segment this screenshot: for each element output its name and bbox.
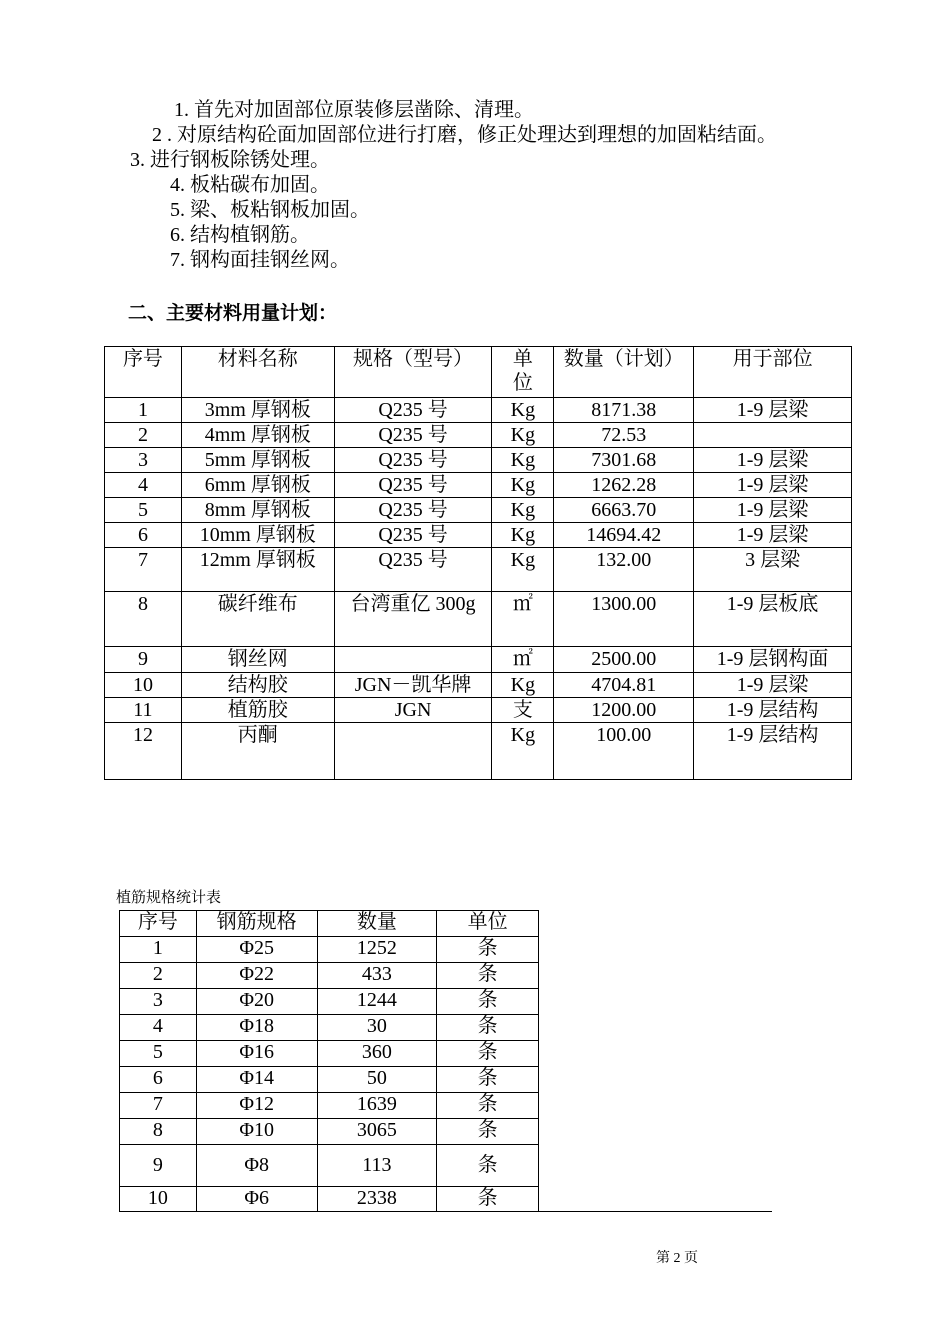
cell: 5 — [120, 1041, 197, 1067]
cell: Φ22 — [196, 963, 317, 989]
cell: 1639 — [317, 1093, 437, 1119]
cell: 钢丝网 — [181, 647, 334, 673]
step-4: 4. 板粘碳布加固。 — [170, 174, 330, 196]
cell: 1252 — [317, 937, 437, 963]
header-cell: 钢筋规格 — [196, 911, 317, 937]
cell: Φ8 — [196, 1145, 317, 1187]
cell: Kg — [492, 673, 554, 698]
cell: 条 — [437, 937, 539, 963]
cell: 1-9 层梁 — [694, 448, 852, 473]
cell: Φ10 — [196, 1119, 317, 1145]
cell: Kg — [492, 548, 554, 592]
cell: 台湾重亿 300g — [334, 592, 492, 647]
cell: 碳纤维布 — [181, 592, 334, 647]
step-2: 2 . 对原结构砼面加固部位进行打磨，修正处理达到理想的加固粘结面。 — [152, 124, 777, 146]
cell: 2 — [120, 963, 197, 989]
cell: 132.00 — [554, 548, 694, 592]
step-5: 5. 梁、板粘钢板加固。 — [170, 199, 370, 221]
cell: Φ16 — [196, 1041, 317, 1067]
table-row — [105, 448, 852, 473]
cell: 1-9 层板底 — [694, 592, 852, 647]
table-row — [120, 1187, 539, 1212]
cell: 1-9 层梁 — [694, 673, 852, 698]
cell: 4704.81 — [554, 673, 694, 698]
cell: Φ14 — [196, 1067, 317, 1093]
cell: 条 — [437, 1067, 539, 1093]
cell: 1-9 层钢构面 — [694, 647, 852, 673]
cell: 8171.38 — [554, 398, 694, 423]
cell: ㎡ — [492, 592, 554, 647]
cell: 3 — [120, 989, 197, 1015]
cell: 1-9 层梁 — [694, 498, 852, 523]
cell: 7301.68 — [554, 448, 694, 473]
cell: JGN－凯华牌 — [334, 673, 492, 698]
cell: 2338 — [317, 1187, 437, 1212]
cell: ㎡ — [492, 647, 554, 673]
table-row — [105, 723, 852, 780]
cell: 1-9 层梁 — [694, 398, 852, 423]
cell: 6mm 厚钢板 — [181, 473, 334, 498]
cell: 100.00 — [554, 723, 694, 780]
cell: 7 — [120, 1093, 197, 1119]
cell: Q235 号 — [334, 448, 492, 473]
bottom-rule — [119, 1211, 772, 1212]
cell: 1200.00 — [554, 698, 694, 723]
cell: 条 — [437, 963, 539, 989]
cell: 条 — [437, 1041, 539, 1067]
step-6: 6. 结构植钢筋。 — [170, 224, 310, 246]
header-cell: 数量（计划） — [554, 347, 694, 398]
cell: Q235 号 — [334, 498, 492, 523]
table-row — [105, 548, 852, 592]
cell: 10 — [120, 1187, 197, 1212]
cell: 1244 — [317, 989, 437, 1015]
cell: Φ12 — [196, 1093, 317, 1119]
cell: 1 — [120, 937, 197, 963]
cell: 8 — [105, 592, 182, 647]
step-3: 3. 进行钢板除锈处理。 — [130, 149, 330, 171]
cell: 丙酮 — [181, 723, 334, 780]
cell: Q235 号 — [334, 548, 492, 592]
cell: 支 — [492, 698, 554, 723]
table-row — [105, 592, 852, 647]
cell: 9 — [120, 1145, 197, 1187]
cell: Kg — [492, 398, 554, 423]
cell: 条 — [437, 989, 539, 1015]
cell: Kg — [492, 498, 554, 523]
header-cell: 数量 — [317, 911, 437, 937]
cell: 3065 — [317, 1119, 437, 1145]
cell: Φ20 — [196, 989, 317, 1015]
cell: 5 — [105, 498, 182, 523]
materials-table — [104, 346, 852, 780]
rebar-table — [119, 910, 539, 1212]
table-row — [120, 1041, 539, 1067]
table-row — [105, 523, 852, 548]
cell: 8mm 厚钢板 — [181, 498, 334, 523]
step-1: 1. 首先对加固部位原装修层凿除、清理。 — [174, 99, 534, 121]
cell: JGN — [334, 698, 492, 723]
cell: Kg — [492, 723, 554, 780]
cell: 2500.00 — [554, 647, 694, 673]
cell: 1-9 层结构 — [694, 723, 852, 780]
table-row — [120, 963, 539, 989]
cell: 50 — [317, 1067, 437, 1093]
cell: 5mm 厚钢板 — [181, 448, 334, 473]
cell: Φ18 — [196, 1015, 317, 1041]
table-header-row — [120, 911, 539, 937]
cell: 1262.28 — [554, 473, 694, 498]
cell: 14694.42 — [554, 523, 694, 548]
section-title: 二、主要材料用量计划： — [128, 302, 338, 324]
cell: 1-9 层梁 — [694, 473, 852, 498]
header-unit-line: 位 — [512, 372, 533, 394]
table-row — [105, 647, 852, 673]
cell: 10mm 厚钢板 — [181, 523, 334, 548]
cell: Φ6 — [196, 1187, 317, 1212]
table-row — [105, 423, 852, 448]
table-header-row — [105, 347, 852, 398]
table-row — [105, 498, 852, 523]
cell: Q235 号 — [334, 523, 492, 548]
header-cell: 用于部位 — [694, 347, 852, 398]
cell: 7 — [105, 548, 182, 592]
cell: 2 — [105, 423, 182, 448]
cell: 3 层梁 — [694, 548, 852, 592]
cell: 360 — [317, 1041, 437, 1067]
cell: 433 — [317, 963, 437, 989]
cell — [334, 647, 492, 673]
cell: 1-9 层梁 — [694, 523, 852, 548]
cell: Q235 号 — [334, 398, 492, 423]
page-number: 第 2 页 — [656, 1251, 698, 1266]
table-row — [120, 1015, 539, 1041]
cell: 1300.00 — [554, 592, 694, 647]
cell: 条 — [437, 1093, 539, 1119]
cell: 11 — [105, 698, 182, 723]
cell — [334, 723, 492, 780]
cell: Kg — [492, 473, 554, 498]
cell: 条 — [437, 1015, 539, 1041]
cell: Kg — [492, 523, 554, 548]
cell: 4 — [120, 1015, 197, 1041]
header-cell: 规格（型号） — [334, 347, 492, 398]
cell: Q235 号 — [334, 473, 492, 498]
cell: 9 — [105, 647, 182, 673]
cell: 12 — [105, 723, 182, 780]
table-row — [105, 673, 852, 698]
cell: 6 — [120, 1067, 197, 1093]
cell: 4 — [105, 473, 182, 498]
cell: 1 — [105, 398, 182, 423]
cell: 3 — [105, 448, 182, 473]
table-row — [105, 398, 852, 423]
cell: 1-9 层结构 — [694, 698, 852, 723]
table-row — [120, 1067, 539, 1093]
cell: 8 — [120, 1119, 197, 1145]
cell: 6663.70 — [554, 498, 694, 523]
cell: 12mm 厚钢板 — [181, 548, 334, 592]
cell: 6 — [105, 523, 182, 548]
header-cell: 材料名称 — [181, 347, 334, 398]
cell: Q235 号 — [334, 423, 492, 448]
cell: 植筋胶 — [181, 698, 334, 723]
cell: 3mm 厚钢板 — [181, 398, 334, 423]
table-row — [120, 1145, 539, 1187]
cell: 30 — [317, 1015, 437, 1041]
cell: 条 — [437, 1145, 539, 1187]
cell: 113 — [317, 1145, 437, 1187]
table-row — [120, 937, 539, 963]
cell: 结构胶 — [181, 673, 334, 698]
cell: 4mm 厚钢板 — [181, 423, 334, 448]
header-unit-line: 单 — [512, 348, 533, 370]
cell: Φ25 — [196, 937, 317, 963]
header-cell: 序号 — [120, 911, 197, 937]
cell: Kg — [492, 423, 554, 448]
header-cell: 单位 — [437, 911, 539, 937]
header-cell: 序号 — [105, 347, 182, 398]
step-7: 7. 钢构面挂钢丝网。 — [170, 249, 350, 271]
table-row — [120, 989, 539, 1015]
cell — [694, 423, 852, 448]
cell: 72.53 — [554, 423, 694, 448]
header-cell-unit — [492, 347, 554, 398]
table-row — [105, 473, 852, 498]
cell: Kg — [492, 448, 554, 473]
table-row — [120, 1093, 539, 1119]
table-row — [105, 698, 852, 723]
cell: 10 — [105, 673, 182, 698]
rebar-caption: 植筋规格统计表 — [116, 890, 222, 906]
cell: 条 — [437, 1119, 539, 1145]
cell: 条 — [437, 1187, 539, 1212]
table-row — [120, 1119, 539, 1145]
